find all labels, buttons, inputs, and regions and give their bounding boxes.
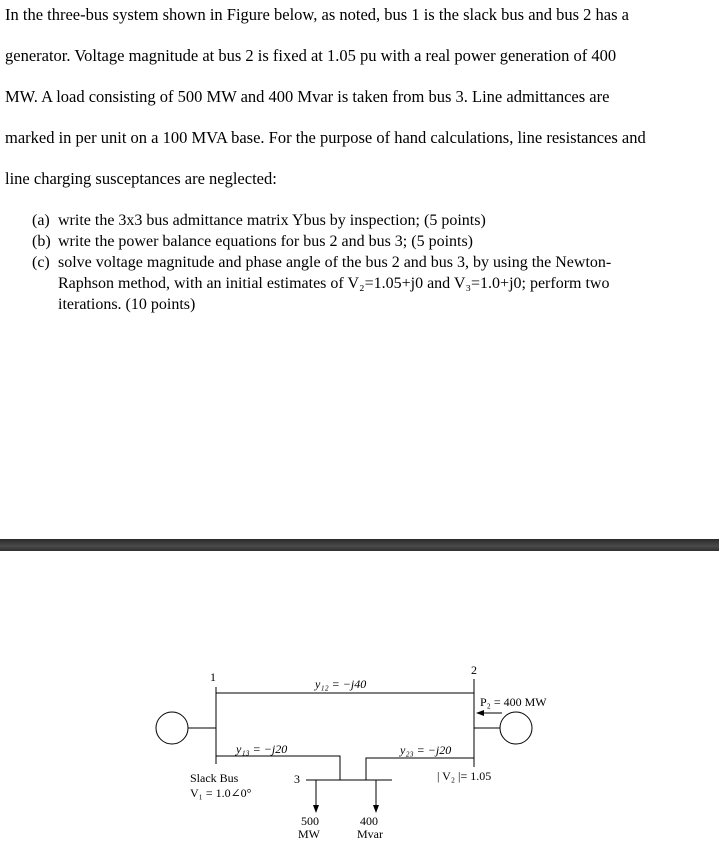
load-q-unit: Mvar (357, 827, 383, 841)
question-c (32, 252, 611, 315)
slack-bus-voltage: V₁ = 1.0∠0° (190, 786, 252, 800)
bus-2-label: 2 (471, 663, 477, 677)
p2-label: P₂ = 400 MW (480, 695, 547, 709)
question-c-text-line-1: solve voltage magnitude and phase angle of the bus 2 and bus 3, by using the Newton- (58, 254, 612, 271)
question-a (32, 210, 611, 231)
bus-1-generator-icon (156, 712, 188, 744)
y12-label: y₁₂ = −j40 (315, 677, 367, 691)
problem-line-4: marked in per unit on a 100 MVA base. For the purpose of hand calculations, line resistances and (5, 128, 646, 147)
load-p-arrow-head (313, 805, 319, 813)
bus-3-label: 3 (294, 772, 300, 786)
question-c-label: (c) (32, 254, 50, 271)
slack-bus-title: Slack Bus (190, 771, 239, 785)
section-divider (0, 539, 719, 551)
question-a-label: (a) (32, 212, 50, 229)
question-b (32, 231, 611, 252)
question-a-text: write the 3x3 bus admittance matrix Ybus by inspection; (5 points) (58, 212, 486, 229)
problem-line-2: generator. Voltage magnitude at bus 2 is fixed at 1.05 pu with a real power generation of 400 (5, 46, 617, 65)
question-b-label: (b) (32, 233, 51, 250)
question-b-text: write the power balance equations for bus 2 and bus 3; (5 points) (58, 233, 474, 250)
p2-arrow-head (476, 710, 484, 716)
bus-1-label: 1 (210, 670, 216, 684)
bus-2-generator-icon (500, 712, 532, 744)
problem-line-3: MW. A load consisting of 500 MW and 400 Mvar is taken from bus 3. Line admittances are (5, 87, 610, 106)
load-q-value: 400 (360, 814, 378, 828)
y23-label: y₂₃ = −j20 (400, 743, 452, 757)
three-bus-diagram (0, 551, 719, 841)
y13-label: y₁₃ = −j20 (236, 742, 288, 756)
problem-line-1: In the three-bus system shown in Figure below, as noted, bus 1 is the slack bus and bus 2 has a (5, 5, 630, 24)
load-p-unit: MW (298, 827, 320, 841)
problem-line-5: line charging susceptances are neglected: (5, 169, 277, 188)
v2-label: | V₂ |= 1.05 (437, 769, 492, 783)
load-q-arrow-head (373, 805, 379, 813)
question-c-text-line-3: iterations. (10 points) (58, 296, 196, 313)
question-list (32, 210, 611, 315)
load-p-value: 500 (301, 814, 319, 828)
question-c-text-line-2: Raphson method, with an initial estimates of V₂=1.05+j0 and V₃=1.0+j0; perform two (58, 275, 610, 292)
